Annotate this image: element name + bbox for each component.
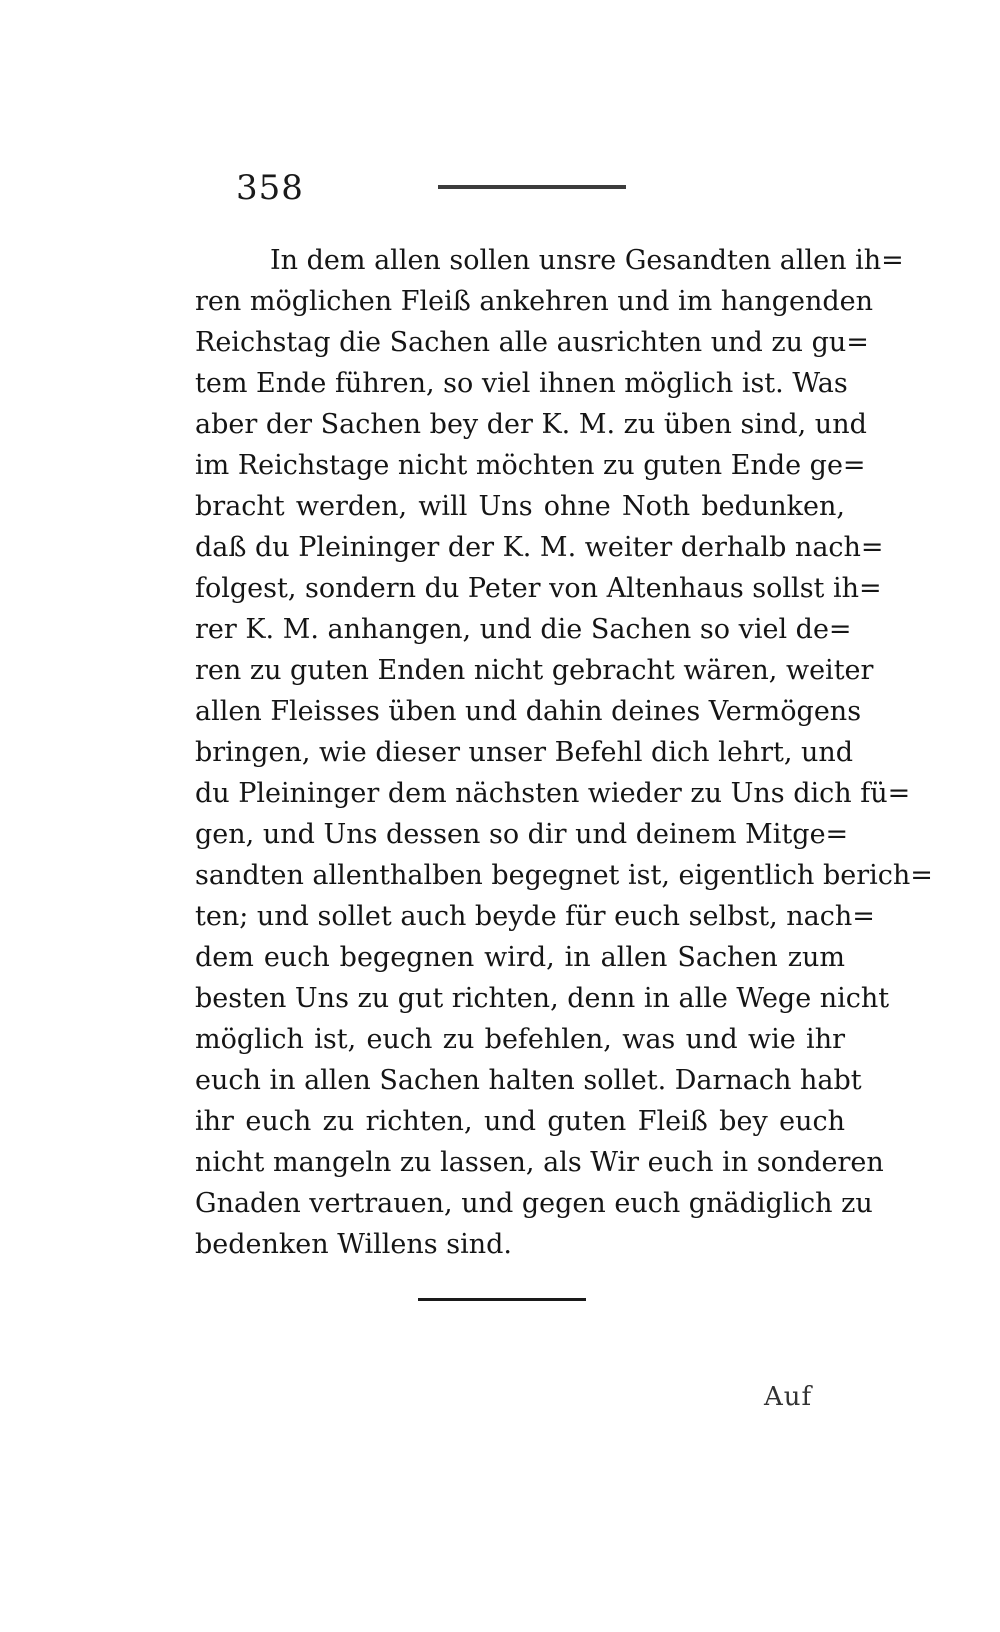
text-line: bringen, wie dieser unser Befehl dich lehrt, und <box>195 737 854 768</box>
text-line: ren zu guten Enden nicht gebracht wären, weiter <box>195 655 874 686</box>
text-line: euch in allen Sachen halten sollet. Darnach habt <box>195 1065 862 1096</box>
text-line: nicht mangeln zu lassen, als Wir euch in sonderen <box>195 1147 884 1178</box>
text-line: im Reichstage nicht möchten zu guten Ende ge= <box>195 450 866 481</box>
body-paragraph <box>195 240 933 1265</box>
text-line: bracht werden, will Uns ohne Noth bedunken, <box>195 491 845 522</box>
text-line: Reichstag die Sachen alle ausrichten und zu gu= <box>195 327 869 358</box>
text-line: In dem allen sollen unsre Gesandten allen ih= <box>270 245 904 276</box>
text-line: ten; und sollet auch beyde für euch selbst, nach= <box>195 901 875 932</box>
text-line: Gnaden vertrauen, und gegen euch gnädiglich zu <box>195 1188 873 1219</box>
text-line: du Pleininger dem nächsten wieder zu Uns dich fü= <box>195 778 911 809</box>
header-rule <box>438 185 626 189</box>
text-line: ren möglichen Fleiß ankehren und im hangenden <box>195 286 874 317</box>
text-line: folgest, sondern du Peter von Altenhaus sollst ih= <box>195 573 882 604</box>
text-line: dem euch begegnen wird, in allen Sachen zum <box>195 942 845 973</box>
text-line: daß du Pleininger der K. M. weiter derhalb nach= <box>195 532 884 563</box>
text-line: allen Fleisses üben und dahin deines Vermögens <box>195 696 862 727</box>
text-line: gen, und Uns dessen so dir und deinem Mitge= <box>195 819 849 850</box>
page-number: 358 <box>236 168 304 208</box>
section-end-rule <box>418 1298 586 1301</box>
text-line: möglich ist, euch zu befehlen, was und wie ihr <box>195 1024 845 1055</box>
catchword: Auf <box>764 1382 813 1412</box>
text-line: tem Ende führen, so viel ihnen möglich ist. Was <box>195 368 848 399</box>
text-line: ihr euch zu richten, und guten Fleiß bey euch <box>195 1106 845 1137</box>
text-line: rer K. M. anhangen, und die Sachen so viel de= <box>195 614 852 645</box>
text-line: sandten allenthalben begegnet ist, eigentlich berich= <box>195 860 933 891</box>
text-line: aber der Sachen bey der K. M. zu üben sind, und <box>195 409 867 440</box>
text-line: besten Uns zu gut richten, denn in alle Wege nicht <box>195 983 890 1014</box>
text-line: bedenken Willens sind. <box>195 1229 512 1260</box>
